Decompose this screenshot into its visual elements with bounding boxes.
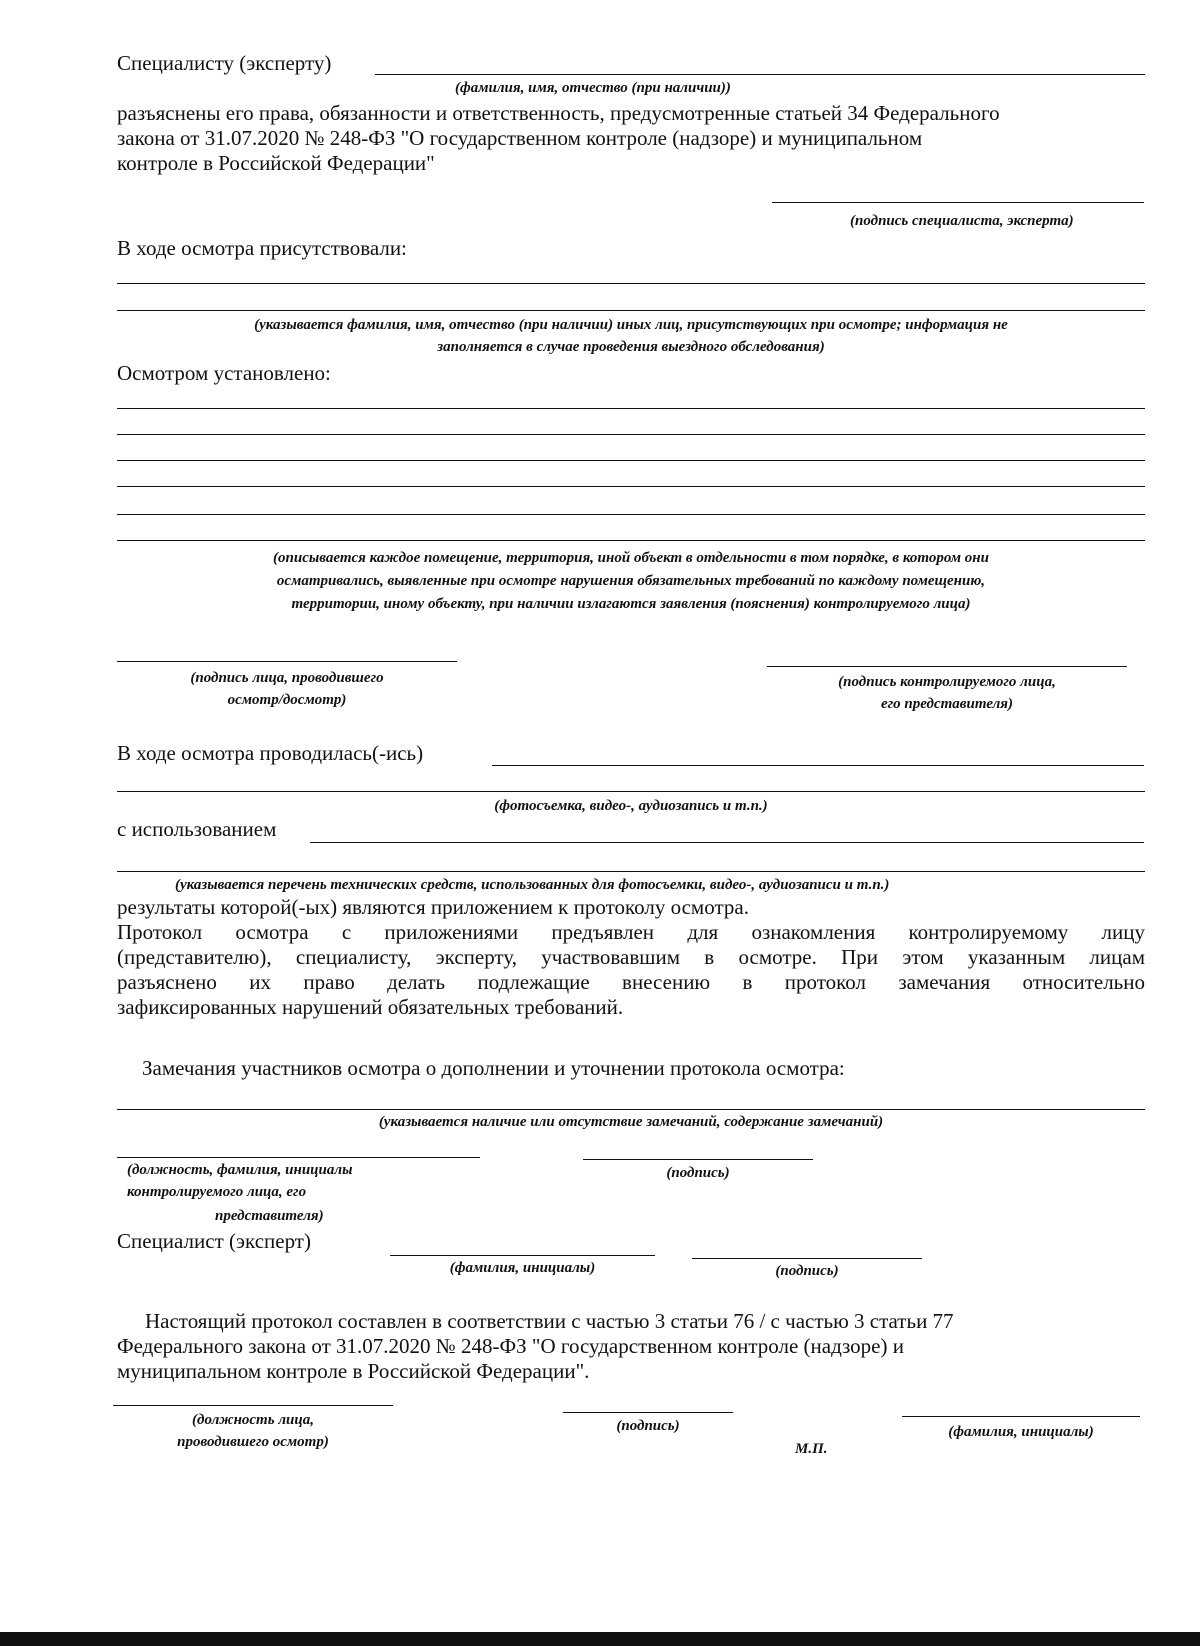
recording-line-1[interactable] [492, 765, 1144, 766]
remarks-position-line[interactable] [117, 1157, 480, 1158]
remarks-position-hint-3: представителя) [215, 1208, 324, 1224]
compiled-line-3: муниципальном контроле в Российской Федерации". [117, 1359, 590, 1383]
final-signature-hint: (подпись) [616, 1418, 680, 1434]
specialist-rights-line-1: разъяснены его права, обязанности и ответственность, предусмотренные статьей 34 Федерального [117, 101, 1000, 125]
inspector-signature-hint-2: осмотр/досмотр) [227, 692, 347, 708]
protocol-line-1: Протокол осмотра с приложениями предъявлен для ознакомления контролируемому лицу [117, 920, 1145, 944]
specialist-rights-line-3: контроле в Российской Федерации" [117, 151, 435, 175]
final-position-hint-1: (должность лица, [192, 1412, 314, 1428]
protocol-line-4: зафиксированных нарушений обязательных требований. [117, 995, 624, 1019]
inspector-signature-hint-1: (подпись лица, проводившего [190, 670, 384, 686]
results-text: результаты которой(-ых) являются приложением к протоколу осмотра. [117, 895, 749, 919]
final-position-line[interactable] [113, 1405, 393, 1406]
specialist-sign-signature-line[interactable] [692, 1258, 922, 1259]
specialist-sign-signature-hint: (подпись) [775, 1263, 839, 1279]
findings-line-4[interactable] [117, 486, 1145, 487]
using-label: с использованием [117, 817, 277, 841]
using-hint: (указывается перечень технических средств, использованных для фотосъемки, видео-, аудиозаписи и т.п.) [175, 877, 890, 893]
findings-line-3[interactable] [117, 460, 1145, 461]
final-name-line[interactable] [902, 1416, 1140, 1417]
findings-label: Осмотром установлено: [117, 361, 331, 385]
specialist-rights-line-2: закона от 31.07.2020 № 248-ФЗ "О государственном контроле (надзоре) и муниципальном [117, 126, 923, 150]
specialist-sign-name-hint: (фамилия, инициалы) [449, 1260, 596, 1276]
inspector-signature-line[interactable] [117, 661, 457, 662]
findings-hint-line-3: территории, иному объекту, при наличии излагаются заявления (пояснения) контролируемого лица) [291, 596, 971, 612]
specialist-label: Специалисту (эксперту) [117, 51, 332, 75]
findings-line-6[interactable] [117, 540, 1145, 541]
remarks-signature-line[interactable] [583, 1159, 813, 1160]
using-line-2[interactable] [117, 871, 1145, 872]
present-hint-line-2: заполняется в случае проведения выездного обследования) [437, 339, 825, 355]
protocol-line-3: разъяснено их право делать подлежащие внесению в протокол замечания относительно [117, 970, 1145, 994]
compiled-line-1: Настоящий протокол составлен в соответствии с частью 3 статьи 76 / с частью 3 статьи 77 [145, 1309, 954, 1333]
protocol-paragraph [117, 920, 1145, 1020]
findings-line-5[interactable] [117, 514, 1145, 515]
specialist-name-line[interactable] [375, 74, 1145, 75]
specialist-signature-line[interactable] [772, 202, 1144, 203]
controlled-signature-hint-1: (подпись контролируемого лица, [838, 674, 1056, 690]
remarks-line[interactable] [117, 1109, 1145, 1110]
specialist-sign-name-line[interactable] [390, 1255, 655, 1256]
specialist-sign-label: Специалист (эксперт) [117, 1229, 311, 1253]
present-line-2[interactable] [117, 310, 1145, 311]
present-hint-line-1: (указывается фамилия, имя, отчество (при наличии) иных лиц, присутствующих при осмотре; информация не [254, 317, 1008, 333]
recording-label: В ходе осмотра проводилась(-ись) [117, 741, 424, 765]
remarks-signature-hint: (подпись) [666, 1165, 730, 1181]
scan-border [0, 1632, 1200, 1646]
final-position-hint-2: проводившего осмотр) [177, 1434, 329, 1450]
remarks-label: Замечания участников осмотра о дополнении и уточнении протокола осмотра: [142, 1056, 845, 1080]
final-name-hint: (фамилия, инициалы) [948, 1424, 1094, 1440]
final-signature-line[interactable] [563, 1412, 733, 1413]
stamp-placeholder: М.П. [795, 1441, 828, 1457]
findings-line-1[interactable] [117, 408, 1145, 409]
specialist-name-hint: (фамилия, имя, отчество (при наличии)) [455, 80, 731, 96]
specialist-signature-hint: (подпись специалиста, эксперта) [850, 213, 1074, 229]
present-label: В ходе осмотра присутствовали: [117, 236, 407, 260]
remarks-position-hint-1: (должность, фамилия, инициалы [127, 1162, 353, 1178]
findings-hint-line-1: (описывается каждое помещение, территория, иной объект в отдельности в том порядке, в котором они [273, 550, 989, 566]
remarks-hint: (указывается наличие или отсутствие замечаний, содержание замечаний) [378, 1114, 884, 1130]
controlled-signature-hint-2: его представителя) [880, 696, 1014, 712]
recording-hint: (фотосъемка, видео-, аудиозапись и т.п.) [494, 798, 768, 814]
protocol-line-2: (представителю), специалисту, эксперту, участвовавшим в осмотре. При этом указанным лицам [117, 945, 1145, 969]
compiled-line-2: Федерального закона от 31.07.2020 № 248-ФЗ "О государственном контроле (надзоре) и [117, 1334, 904, 1358]
findings-hint-line-2: осматривались, выявленные при осмотре нарушения обязательных требований по каждому помещению, [276, 573, 986, 589]
controlled-signature-line[interactable] [767, 666, 1127, 667]
findings-line-2[interactable] [117, 434, 1145, 435]
recording-line-2[interactable] [117, 791, 1145, 792]
remarks-position-hint-2: контролируемого лица, его [127, 1184, 307, 1200]
present-line-1[interactable] [117, 283, 1145, 284]
using-line-1[interactable] [310, 842, 1144, 843]
